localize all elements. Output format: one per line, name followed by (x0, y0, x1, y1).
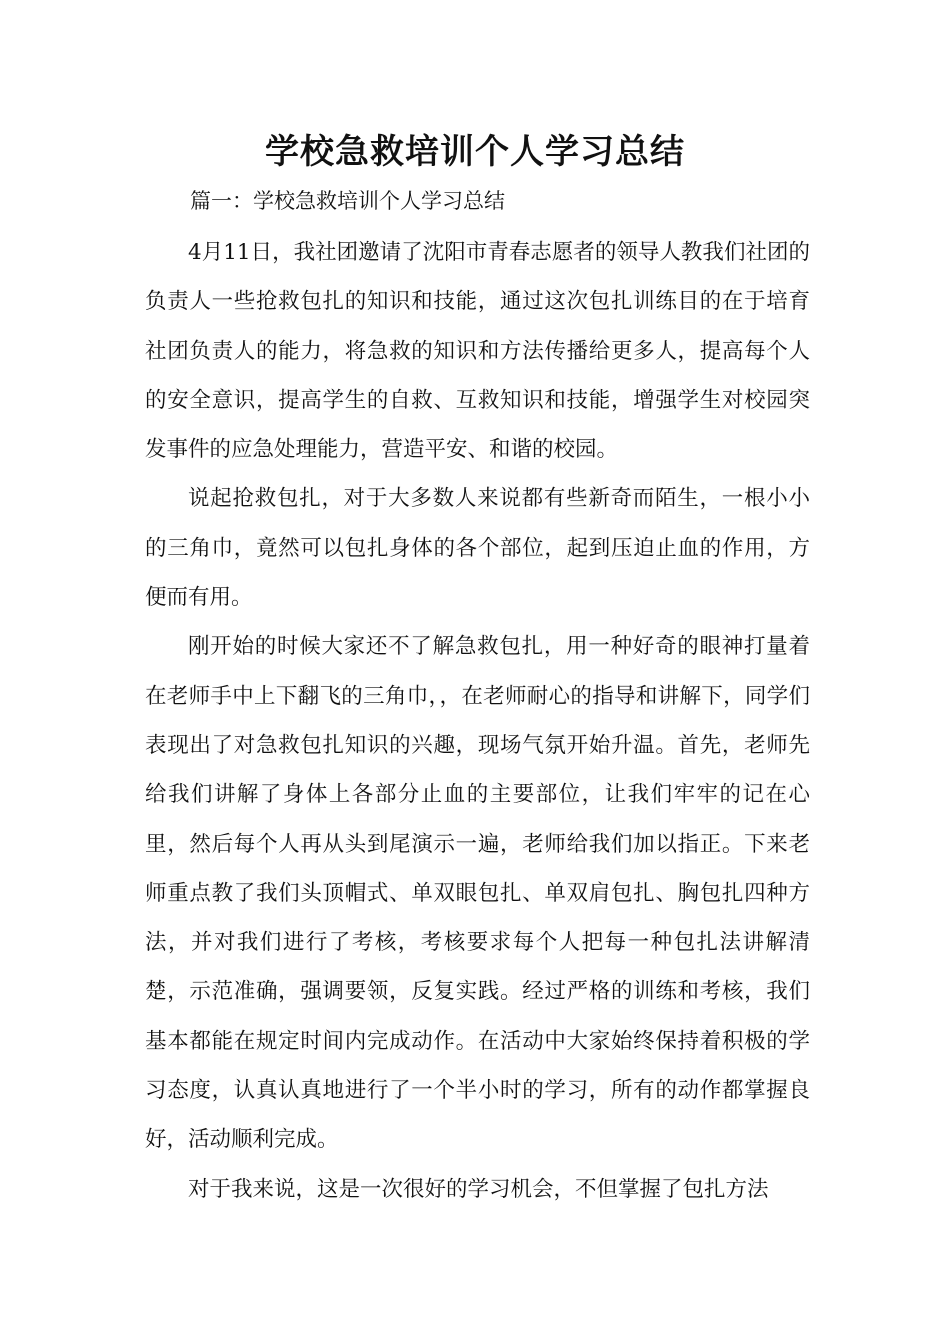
document-title: 学校急救培训个人学习总结 (265, 132, 685, 172)
paragraph-3: 刚开始的时候大家还不了解急救包扎，用一种好奇的眼神打量着在老师手中上下翻飞的三角巾，，在老师耐心的指导和讲解下，同学们表现出了对急救包扎知识的兴趣，现场气氛开始升温。首先，老师先给我们讲解了身体上各部分止血的主要部位，让我们牢牢的记在心里，然后每个人再从头到尾演示一遍，老师给我们加以指正。下来老师重点教了我们头顶帽式、单双眼包扎、单双肩包扎、胸包扎四种方法，并对我们进行了考核，考核要求每个人把每一种包扎法讲解清楚，示范准确，强调要领，反复实践。经过严格的训练和考核，我们基本都能在规定时间内完成动作。在活动中大家始终保持着积极的学习态度，认真认真地进行了一个半小时的学习，所有的动作都掌握良好，活动顺利完成。 (145, 634, 810, 1153)
paragraph-2: 说起抢救包扎，对于大多数人来说都有些新奇而陌生，一根小小的三角巾，竟然可以包扎身体的各个部位，起到压迫止血的作用，方便而有用。 (145, 486, 810, 611)
document-subtitle: 篇一：学校急救培训个人学习总结 (190, 189, 505, 213)
paragraph-1: 4月11日，我社团邀请了沈阳市青春志愿者的领导人教我们社团的负责人一些抢救包扎的知识和技能，通过这次包扎训练目的在于培育社团负责人的能力，将急救的知识和方法传播给更多人，提高每个人的安全意识，提高学生的自救、互救知识和技能，增强学生对校园突发事件的应急处理能力，营造平安、和谐的校园。 (145, 240, 810, 463)
paragraph-4: 对于我来说，这是一次很好的学习机会，不但掌握了包扎方法 (188, 1176, 769, 1202)
document-body (145, 228, 810, 1214)
